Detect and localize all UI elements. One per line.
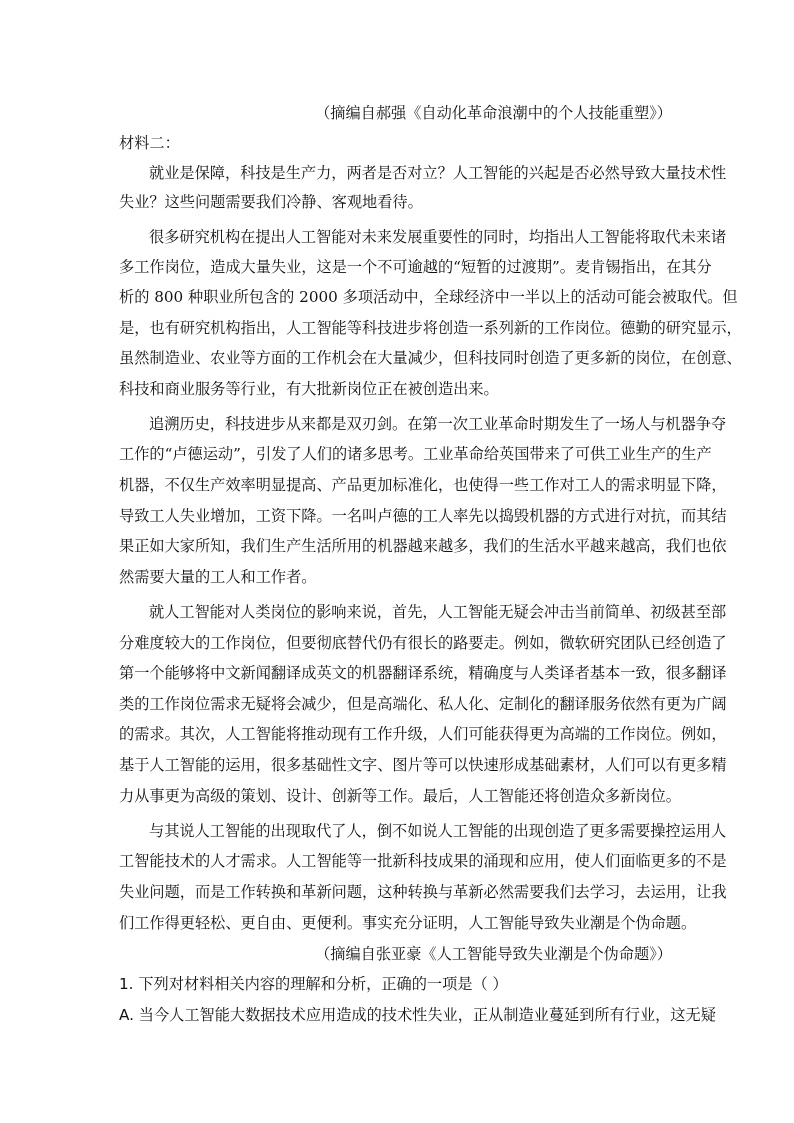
- paragraph-line: 是，也有研究机构指出，人工智能等科技进步将创造一系列新的工作岗位。德勤的研究显示，: [119, 319, 742, 337]
- answer-option-a: A. 当今人工智能大数据技术应用造成的技术性失业，正从制造业蔓延到所有行业，这无疑: [119, 1006, 716, 1024]
- paragraph-line: 就业是保障，科技是生产力，两者是否对立？人工智能的兴起是否必然导致大量技术性: [149, 164, 727, 182]
- paragraph-line: 然需要大量的工人和工作者。: [119, 568, 317, 586]
- paragraph-line: 追溯历史，科技进步从来都是双刃剑。在第一次工业革命时期发生了一场人与机器争夺: [149, 415, 727, 433]
- paragraph-line: 析的 800 种职业所包含的 2000 多项活动中，全球经济中一半以上的活动可能会被取代。但: [119, 288, 738, 306]
- paragraph-line: 果正如大家所知，我们生产生活所用的机器越来越多，我们的生活水平越来越高，我们也依: [119, 537, 727, 555]
- paragraph-line: 多工作岗位，造成大量失业，这是一个不可逾越的“短暂的过渡期”。麦肯锡指出，在其分: [119, 258, 712, 276]
- material-label: 材料二：: [119, 134, 180, 152]
- paragraph-line: 工作的“卢德运动”，引发了人们的诸多思考。工业革命给英国带来了可供工业生产的生产: [119, 445, 712, 463]
- paragraph-line: 科技和商业服务等行业，有大批新岗位正在被创造出来。: [119, 380, 499, 398]
- paragraph-line: 机器，不仅生产效率明显提高、产品更加标准化，也使得一些工作对工人的需求明显下降，: [119, 476, 727, 494]
- paragraph-line: 们工作得更轻松、更自由、更便利。事实充分证明，人工智能导致失业潮是个伪命题。: [119, 914, 697, 932]
- paragraph-line: 分难度较大的工作岗位，但要彻底替代仍有很长的路要走。例如，微软研究团队已经创造了: [119, 634, 727, 652]
- paragraph-line: 力从事更为高级的策划、设计、创新等工作。最后，人工智能还将创造众多新岗位。: [119, 787, 681, 805]
- source-citation-bottom: （摘编自张亚豪《人工智能导致失业潮是个伪命题》）: [315, 945, 672, 963]
- paragraph-line: 第一个能够将中文新闻翻译成英文的机器翻译系统，精确度与人类译者基本一致，很多翻译: [119, 664, 727, 682]
- question-stem: 1. 下列对材料相关内容的理解和分析，正确的一项是（ ）: [119, 975, 508, 993]
- paragraph-line: 就人工智能对人类岗位的影响来说，首先，人工智能无疑会冲击当前简单、初级甚至部: [149, 603, 727, 621]
- paragraph-line: 的需求。其次，人工智能将推动现有工作升级，人们可能获得更为高端的工作岗位。例如，: [119, 725, 727, 743]
- paragraph-line: 很多研究机构在提出人工智能对未来发展重要性的同时，均指出人工智能将取代未来诸: [149, 228, 727, 246]
- paragraph-line: 与其说人工智能的出现取代了人，倒不如说人工智能的出现创造了更多需要操控运用人: [149, 822, 727, 840]
- paragraph-line: 工智能技术的人才需求。人工智能等一批新科技成果的涌现和应用，使人们面临更多的不是: [119, 852, 727, 870]
- paragraph-line: 导致工人失业增加，工资下降。一名叫卢德的工人率先以捣毁机器的方式进行对抗，而其结: [119, 507, 727, 525]
- paragraph-line: 失业？这些问题需要我们冷静、客观地看待。: [119, 193, 423, 211]
- paragraph-line: 失业问题，而是工作转换和革新问题，这种转换与革新必然需要我们去学习，去运用，让我: [119, 883, 727, 901]
- source-citation-top: （摘编自郝强《自动化革命浪潮中的个人技能重塑》）: [315, 104, 672, 122]
- paragraph-line: 类的工作岗位需求无疑将会减少，但是高端化、私人化、定制化的翻译服务依然有更为广阔: [119, 695, 727, 713]
- paragraph-line: 虽然制造业、农业等方面的工作机会在大量减少，但科技同时创造了更多新的岗位，在创意、: [119, 349, 742, 367]
- paragraph-line: 基于人工智能的运用，很多基础性文字、图片等可以快速形成基础素材，人们可以有更多精: [119, 756, 727, 774]
